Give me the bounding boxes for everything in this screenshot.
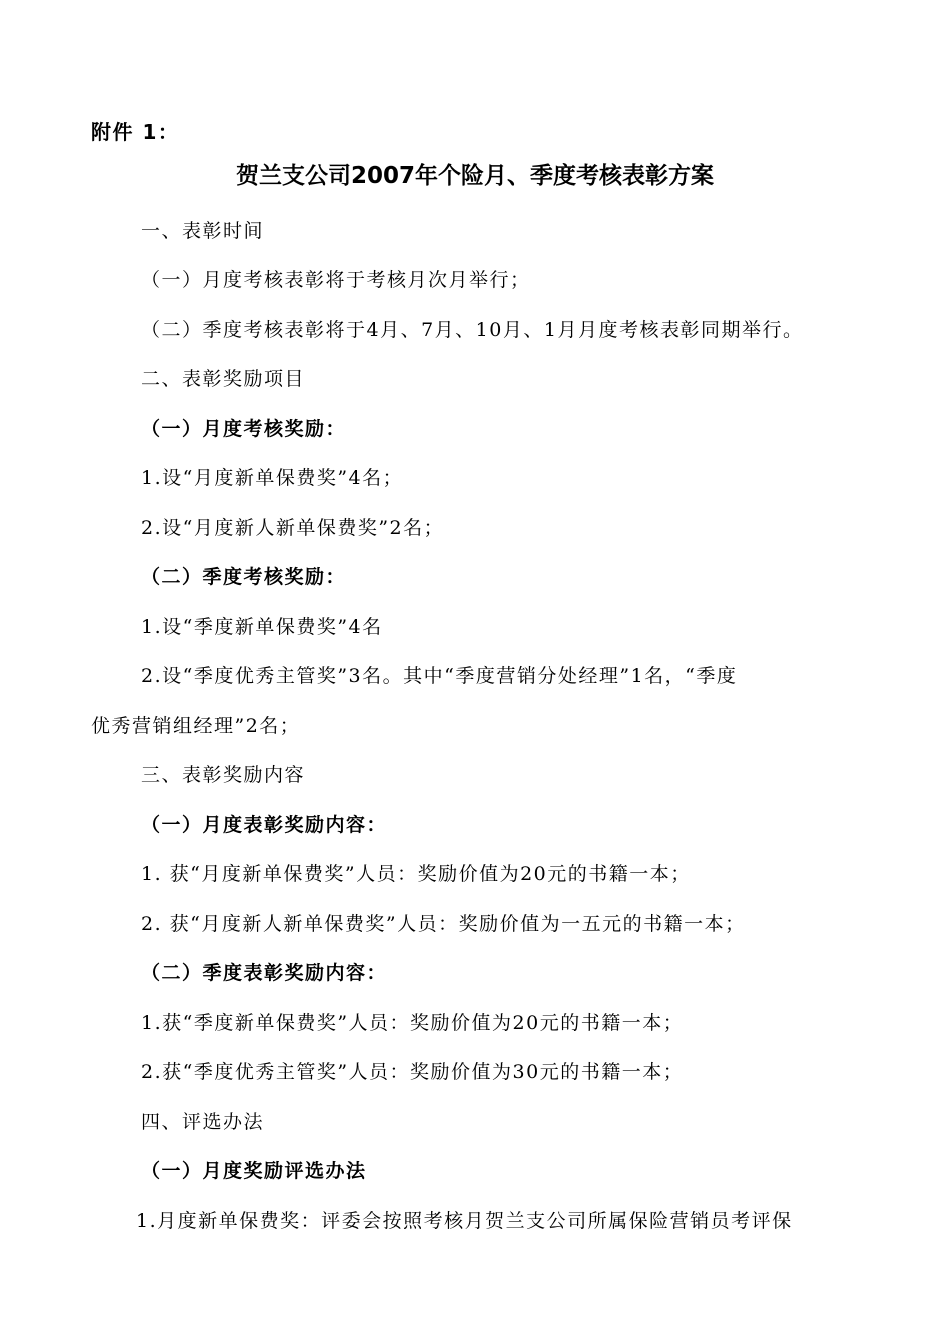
paragraph: 1.获“季度新单保费奖”人员：奖励价值为20元的书籍一本； bbox=[141, 1012, 684, 1034]
paragraph: 1.月度新单保费奖：评委会按照考核月贺兰支公司所属保险营销员考评保 bbox=[136, 1210, 793, 1232]
subsection-heading: （一）月度考核奖励： bbox=[141, 418, 347, 440]
paragraph: 2.获“季度优秀主管奖”人员：奖励价值为30元的书籍一本； bbox=[141, 1061, 684, 1083]
section-heading-3: 三、表彰奖励内容 bbox=[141, 764, 306, 786]
paragraph: 1. 获“月度新单保费奖”人员：奖励价值为20元的书籍一本； bbox=[141, 863, 691, 885]
paragraph: （二）季度考核表彰将于4月、7月、10月、1月月度考核表彰同期举行。 bbox=[141, 319, 804, 341]
subsection-heading: （一）月度表彰奖励内容： bbox=[141, 814, 388, 836]
paragraph: 2.设“季度优秀主管奖”3名。其中“季度营销分处经理”1名，“季度 bbox=[141, 665, 738, 687]
subsection-heading: （二）季度考核奖励： bbox=[141, 566, 347, 588]
subsection-heading: （一）月度奖励评选办法 bbox=[141, 1160, 367, 1182]
section-heading-1: 一、表彰时间 bbox=[141, 220, 265, 242]
paragraph: （一）月度考核表彰将于考核月次月举行； bbox=[141, 269, 531, 291]
paragraph: 1.设“月度新单保费奖”4名； bbox=[141, 467, 404, 489]
paragraph: 2. 获“月度新人新单保费奖”人员：奖励价值为一五元的书籍一本； bbox=[141, 913, 746, 935]
section-heading-4: 四、评选办法 bbox=[141, 1111, 265, 1133]
document-title: 贺兰支公司2007年个险月、季度考核表彰方案 bbox=[235, 163, 714, 189]
subsection-heading: （二）季度表彰奖励内容： bbox=[141, 962, 388, 984]
paragraph-continuation: 优秀营销组经理”2名； bbox=[91, 715, 301, 737]
attachment-label: 附件 1： bbox=[91, 120, 180, 144]
paragraph: 1.设“季度新单保费奖”4名 bbox=[141, 616, 383, 638]
paragraph: 2.设“月度新人新单保费奖”2名； bbox=[141, 517, 445, 539]
section-heading-2: 二、表彰奖励项目 bbox=[141, 368, 306, 390]
